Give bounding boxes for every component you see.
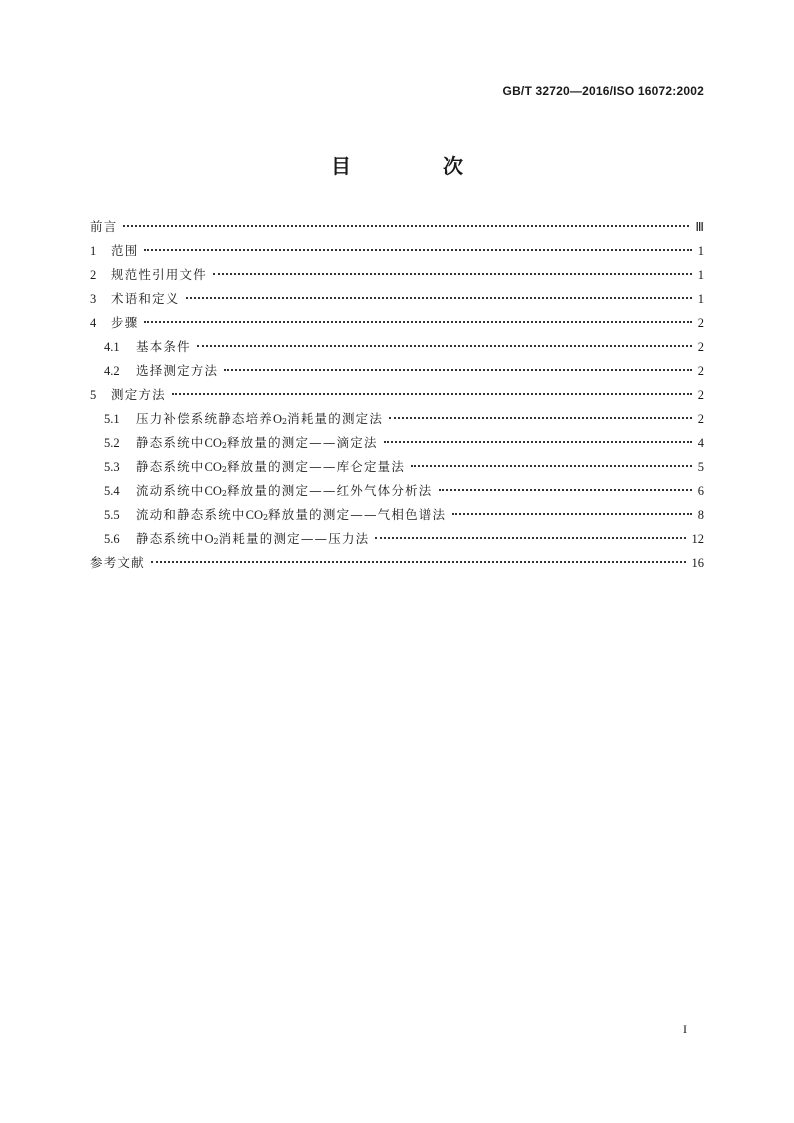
toc-entry-page: 2 bbox=[697, 388, 704, 402]
toc-entry-page: 1 bbox=[697, 244, 704, 258]
title-text-after: 释放量的测定——滴定法 bbox=[226, 435, 378, 450]
toc-entry-page: 2 bbox=[697, 364, 704, 378]
toc-entry-number: 5.6 bbox=[104, 532, 120, 546]
chemical-subscript: 2 bbox=[262, 513, 269, 522]
toc-entry-title bbox=[136, 455, 405, 482]
toc-entry-title: 基本条件 bbox=[136, 339, 191, 354]
toc-entry-number: 5.3 bbox=[104, 460, 120, 474]
toc-entry-title: 选择测定方法 bbox=[136, 363, 219, 378]
toc-entry-number: 4.2 bbox=[104, 364, 120, 378]
chemical-subscript: 2 bbox=[221, 465, 227, 474]
toc-entry-number: 3 bbox=[90, 292, 97, 306]
toc-entry-page: 2 bbox=[697, 316, 704, 330]
chemical-subscript: 2 bbox=[221, 489, 227, 498]
toc-entry-page: 16 bbox=[691, 556, 704, 570]
toc-entry-page: 6 bbox=[697, 484, 704, 498]
toc-entry-5-4[interactable] bbox=[90, 479, 704, 503]
toc-entry-number: 2 bbox=[90, 268, 97, 282]
standard-code: GB/T 32720—2016/ISO 16072:2002 bbox=[502, 84, 704, 98]
toc-entry-page: Ⅲ bbox=[695, 220, 704, 234]
toc-entry-page: 1 bbox=[697, 292, 704, 306]
chemical-formula: CO bbox=[204, 484, 222, 498]
dot-leader bbox=[151, 561, 686, 563]
toc-entry-number: 1 bbox=[90, 244, 97, 258]
title-text-after: 释放量的测定——红外气体分析法 bbox=[226, 483, 433, 498]
toc-entry-5-6[interactable] bbox=[90, 527, 704, 551]
title-text-before: 静态系统中 bbox=[136, 459, 205, 474]
toc-entry-basic-conditions[interactable] bbox=[90, 335, 704, 359]
chemical-subscript: 2 bbox=[221, 441, 227, 450]
toc-entry-page: 12 bbox=[691, 532, 704, 546]
toc-entry-number: 4 bbox=[90, 316, 97, 330]
page-number: I bbox=[683, 1022, 687, 1036]
page-title: 目 次 bbox=[331, 154, 499, 178]
chemical-formula: CO bbox=[204, 460, 222, 474]
toc-entry-title: 测定方法 bbox=[111, 387, 166, 402]
toc-entry-number: 5.5 bbox=[104, 508, 120, 522]
toc-entry-5-1[interactable] bbox=[90, 407, 704, 431]
dot-leader bbox=[186, 297, 692, 299]
chemical-subscript: 2 bbox=[213, 537, 219, 546]
chemical-formula: O bbox=[204, 532, 214, 546]
toc-entry-title bbox=[136, 407, 383, 434]
toc-entry-method-selection[interactable] bbox=[90, 359, 704, 383]
dot-leader bbox=[213, 273, 692, 275]
dot-leader bbox=[123, 225, 689, 227]
toc-entry-terms-definitions[interactable] bbox=[90, 287, 704, 311]
toc-entry-normative-references[interactable] bbox=[90, 263, 704, 287]
toc-entry-number: 5.1 bbox=[104, 412, 120, 426]
title-text-after: 消耗量的测定法 bbox=[287, 411, 384, 426]
toc-entry-5-3[interactable] bbox=[90, 455, 704, 479]
toc-entry-procedure[interactable] bbox=[90, 311, 704, 335]
toc-entry-title: 术语和定义 bbox=[111, 291, 180, 306]
toc-entry-page: 1 bbox=[697, 268, 704, 282]
toc-entry-page: 4 bbox=[697, 436, 704, 450]
chemical-formula: O bbox=[273, 412, 283, 426]
toc-entry-title bbox=[136, 479, 433, 506]
chemical-subscript: 2 bbox=[282, 417, 288, 426]
title-text-before: 流动系统中 bbox=[136, 483, 205, 498]
toc-entry-5-5[interactable] bbox=[90, 503, 704, 527]
dot-leader bbox=[389, 417, 692, 419]
chemical-formula: CO bbox=[204, 436, 222, 450]
toc-entry-title: 范围 bbox=[111, 243, 139, 258]
dot-leader bbox=[224, 369, 692, 371]
chemical-formula: CO bbox=[245, 508, 263, 522]
dot-leader bbox=[411, 465, 692, 467]
toc-entry-title: 前言 bbox=[90, 219, 118, 234]
toc-entry-determination-methods[interactable] bbox=[90, 383, 704, 407]
toc-entry-title bbox=[136, 431, 378, 458]
title-text-before: 静态系统中 bbox=[136, 435, 205, 450]
dot-leader bbox=[384, 441, 692, 443]
dot-leader bbox=[439, 489, 692, 491]
toc-entry-number: 5 bbox=[90, 388, 97, 402]
toc-entry-title: 步骤 bbox=[111, 315, 139, 330]
toc-entry-foreword[interactable] bbox=[90, 215, 704, 239]
title-text-after: 释放量的测定——库仑定量法 bbox=[226, 459, 406, 474]
toc-entry-title: 参考文献 bbox=[90, 555, 145, 570]
toc-entry-page: 2 bbox=[697, 412, 704, 426]
toc-entry-number: 4.1 bbox=[104, 340, 120, 354]
dot-leader bbox=[375, 537, 685, 539]
dot-leader bbox=[452, 513, 692, 515]
dot-leader bbox=[197, 345, 692, 347]
toc-entry-page: 5 bbox=[697, 460, 704, 474]
toc-entry-number: 5.2 bbox=[104, 436, 120, 450]
toc-entry-title: 规范性引用文件 bbox=[111, 267, 207, 282]
title-text-after: 消耗量的测定——压力法 bbox=[218, 531, 370, 546]
toc-entry-page: 8 bbox=[697, 508, 704, 522]
toc-entry-bibliography[interactable] bbox=[90, 551, 704, 575]
dot-leader bbox=[144, 249, 691, 251]
title-text-before: 压力补偿系统静态培养 bbox=[136, 411, 274, 426]
table-of-contents bbox=[90, 215, 704, 575]
title-text-before: 流动和静态系统中 bbox=[136, 507, 246, 522]
title-text-after: 释放量的测定——气相色谱法 bbox=[268, 507, 447, 522]
toc-entry-title bbox=[136, 527, 369, 554]
toc-entry-page: 2 bbox=[697, 340, 704, 354]
dot-leader bbox=[144, 321, 691, 323]
dot-leader bbox=[172, 393, 692, 395]
toc-entry-scope[interactable] bbox=[90, 239, 704, 263]
title-text-before: 静态系统中 bbox=[136, 531, 205, 546]
toc-entry-title bbox=[136, 503, 446, 530]
toc-entry-5-2[interactable] bbox=[90, 431, 704, 455]
toc-entry-number: 5.4 bbox=[104, 484, 120, 498]
